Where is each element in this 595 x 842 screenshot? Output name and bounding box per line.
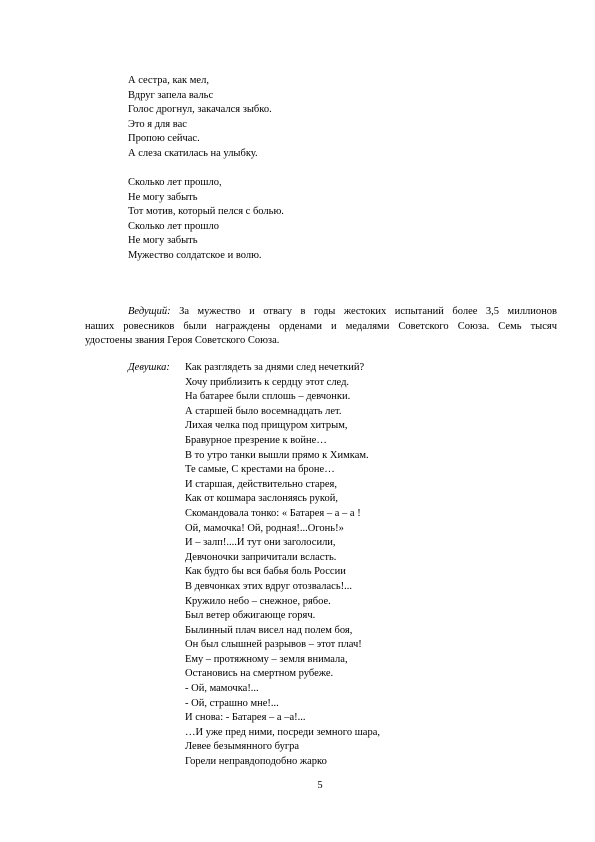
verse-line: В то утро танки вышли прямо к Химкам. (185, 449, 369, 461)
verse-line: Остановись на смертном рубеже. (185, 668, 334, 680)
host-paragraph (85, 305, 557, 349)
verse-line: В девчонках этих вдруг отозвалась!... (185, 580, 352, 592)
verse-line: Девчоночки запричитали всласть. (185, 551, 337, 563)
verse-line: Ой, мамочка! Ой, родная!...Огонь!» (185, 522, 344, 534)
verse-line: Как от кошмара заслоняясь рукой, (185, 493, 338, 505)
verse-line: Былинный плач висел над полем боя, (185, 624, 353, 636)
verse-line: Вдруг запела вальс (128, 89, 214, 101)
verse-line: И снова: - Батарея – а –а!... (185, 712, 306, 724)
poem-stanza-1 (128, 74, 272, 162)
verse-line: Как разглядеть за днями след нечеткий? (185, 362, 365, 373)
host-text-1: За мужество и отвагу в годы жестоких испытаний более 3,5 миллионов (179, 306, 557, 317)
host-paragraph-line-3: удостоены звания Героя Советского Союза. (85, 335, 280, 347)
poem-stanza-2 (128, 176, 284, 264)
page-number: 5 (317, 780, 323, 791)
verse-line: Кружило небо – снежное, рябое. (185, 595, 331, 607)
verse-line: Сколько лет прошло, (128, 177, 222, 188)
verse-line: - Ой, страшно мне!... (185, 697, 279, 709)
verse-line: Те самые, С крестами на броне… (185, 464, 335, 476)
verse-line: Не могу забыть (128, 235, 198, 247)
verse-line: А слеза скатилась на улыбку. (128, 147, 258, 159)
verse-line: И – залп!....И тут они заголосили, (185, 537, 336, 549)
host-paragraph-line-2: наших ровесников были награждены орденами и медалями Советского Союза. Семь тысяч (85, 320, 557, 332)
verse-line: Ему – протяжному – земля внимала, (185, 653, 348, 665)
verse-line: Мужество солдатское и волю. (128, 249, 262, 261)
girl-speaker-label: Девушка: (128, 362, 170, 373)
verse-line: Левее безымянного бугра (185, 741, 300, 753)
verse-line: А старшей было восемнадцать лет. (185, 405, 342, 417)
verse-line: Как будто бы вся бабья боль России (185, 566, 346, 578)
verse-line: На батарее были сплошь – девчонки. (185, 391, 351, 403)
verse-line: Не могу забыть (128, 191, 198, 203)
verse-line: Пропою сейчас. (128, 133, 200, 145)
verse-line: Лихая челка под прищуром хитрым, (185, 420, 348, 432)
verse-line: А сестра, как мел, (128, 75, 209, 86)
verse-line: Скомандовала тонко: « Батарея – а – а ! (185, 507, 361, 519)
verse-line: Тот мотив, который пелся с болью. (128, 206, 284, 218)
verse-line: Бравурное презрение к войне… (185, 434, 327, 446)
verse-line: Был ветер обжигающе горяч. (185, 610, 316, 622)
verse-line: Горели неправдоподобно жарко (185, 756, 327, 768)
verse-line: И старшая, действительно старея, (185, 478, 337, 490)
verse-line: Он был слышней разрывов – этот плач! (185, 639, 362, 651)
verse-line: Хочу приблизить к сердцу этот след. (185, 376, 350, 388)
girl-verse (185, 361, 380, 770)
verse-line: …И уже пред ними, посреди земного шара, (185, 726, 381, 738)
host-paragraph-line-1 (85, 305, 557, 320)
host-speaker-label: Ведущий: (128, 306, 171, 317)
verse-line: - Ой, мамочка!... (185, 683, 259, 695)
verse-line: Голос дрогнул, закачался зыбко. (128, 104, 272, 116)
verse-line: Сколько лет прошло (128, 220, 219, 232)
verse-line: Это я для вас (128, 118, 187, 130)
